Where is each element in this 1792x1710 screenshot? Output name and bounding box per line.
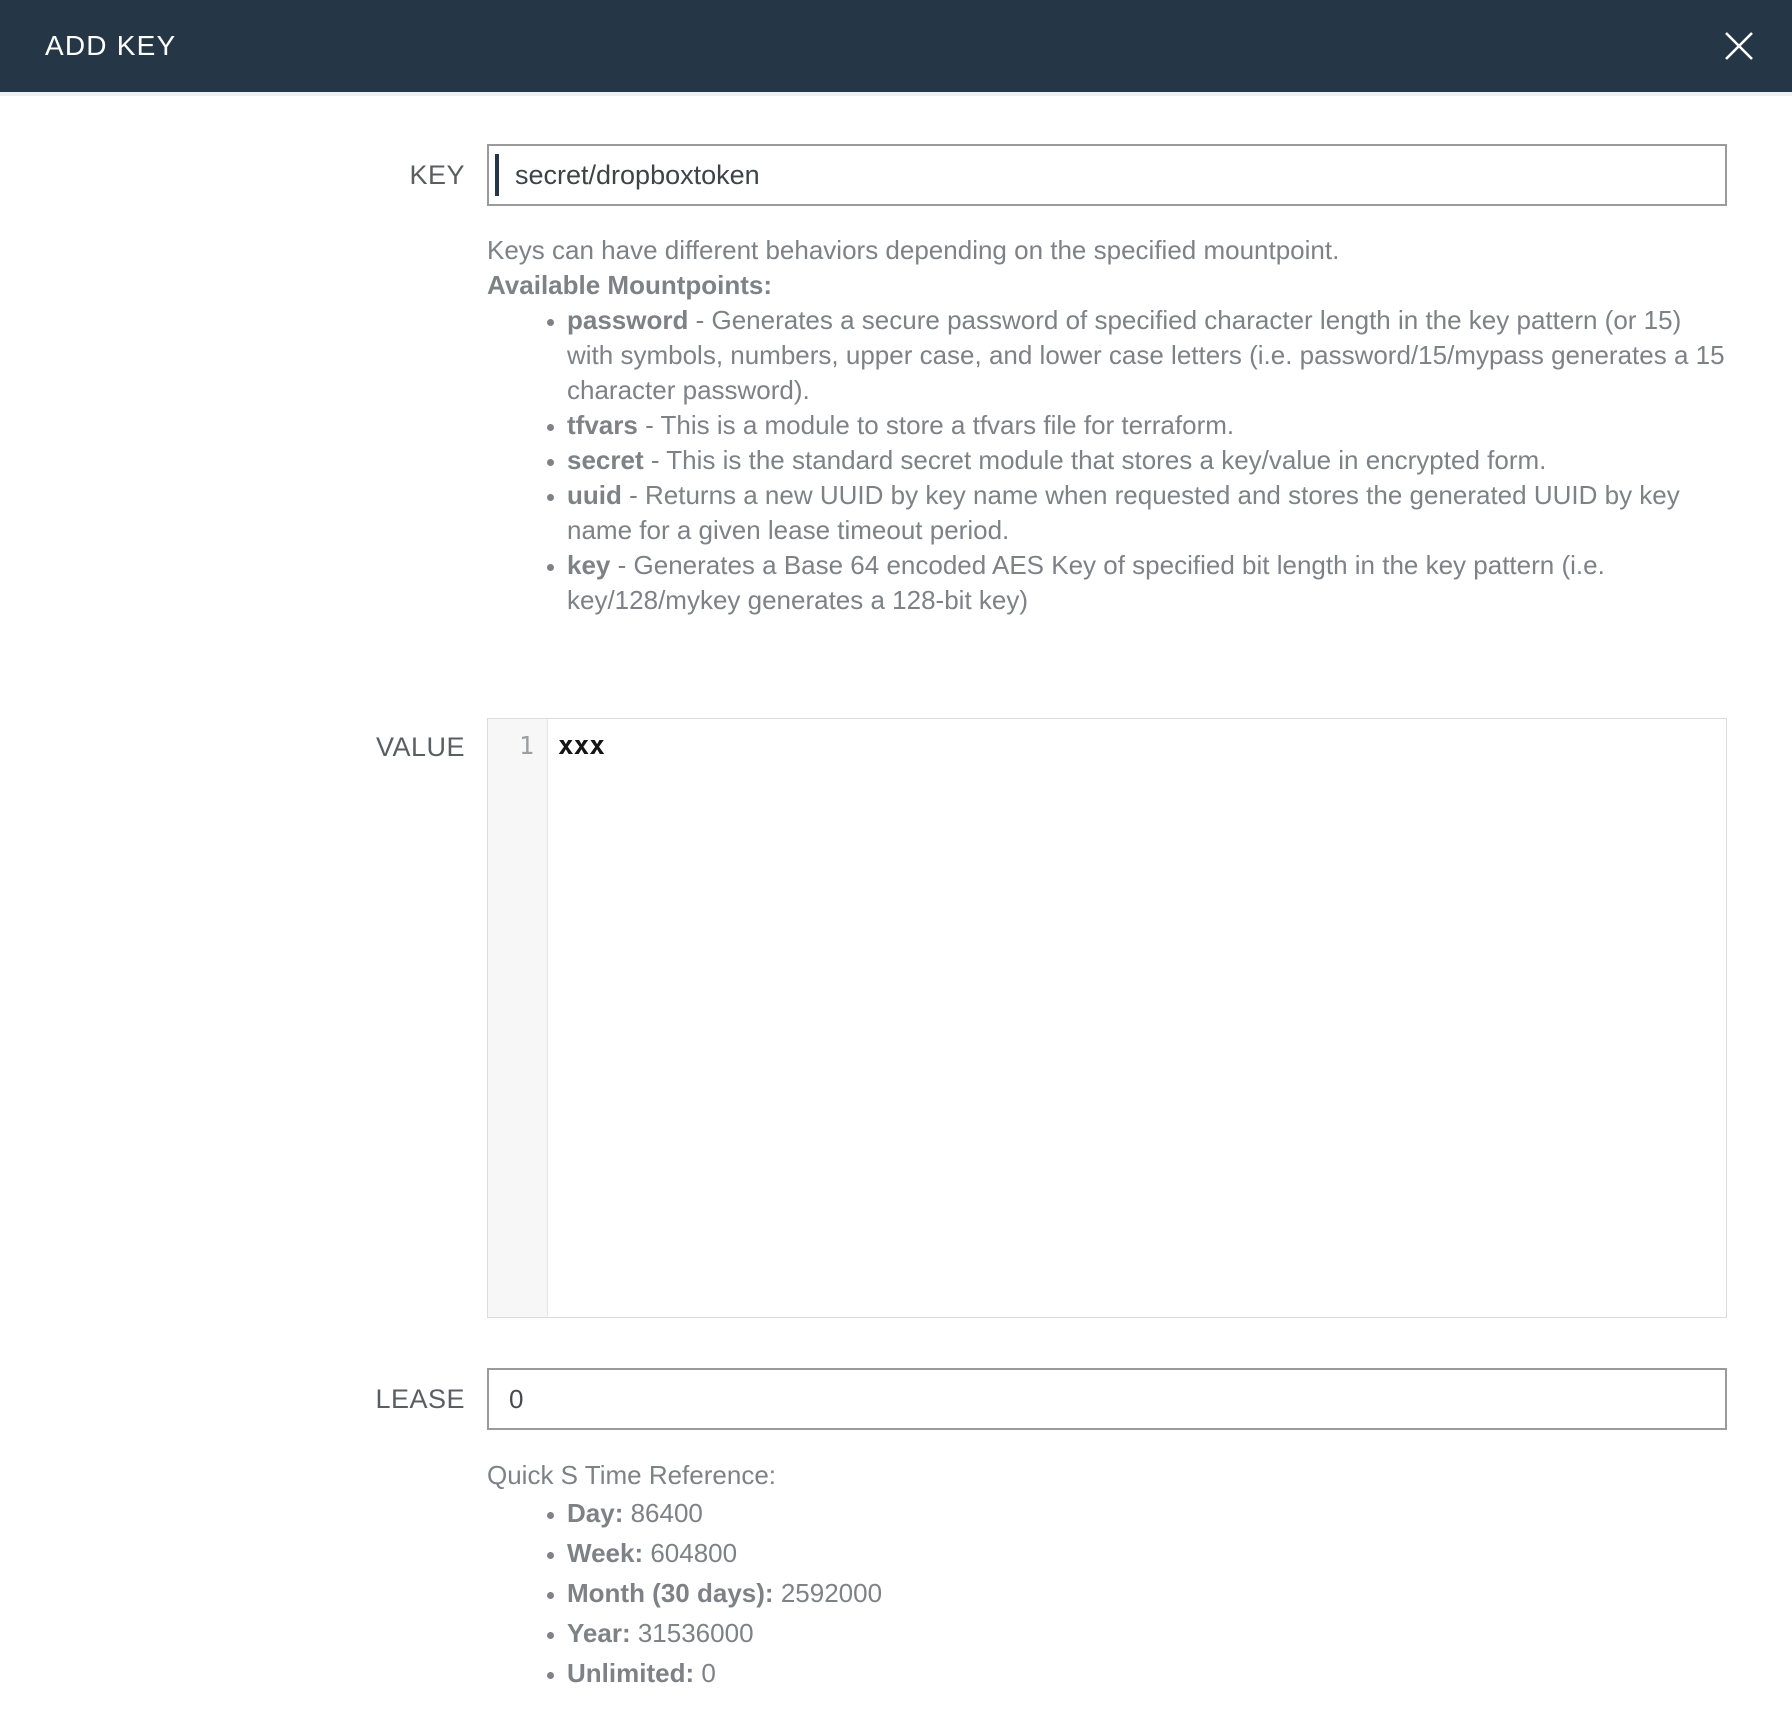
reference-term: Day:	[567, 1498, 624, 1528]
reference-value: 604800	[650, 1538, 738, 1568]
editor-code[interactable]: xxx	[558, 731, 605, 761]
lease-input[interactable]	[487, 1368, 1727, 1430]
time-reference-item	[567, 1653, 1727, 1693]
lease-field	[487, 1368, 1727, 1430]
modal-title: ADD KEY	[45, 30, 177, 61]
editor-gutter	[488, 719, 548, 1317]
close-icon	[1723, 30, 1755, 62]
reference-value: 2592000	[780, 1578, 883, 1608]
value-row	[0, 718, 1792, 1318]
mountpoint-item	[567, 548, 1727, 618]
time-reference-item	[567, 1493, 1727, 1533]
mountpoint-desc: - Generates a Base 64 encoded AES Key of specified bit length in the key pattern (i.e. key/128/mykey generates a 128-bit key)	[567, 550, 1605, 615]
line-number: 1	[518, 731, 534, 760]
mountpoint-term: uuid	[567, 480, 622, 510]
mountpoint-item	[567, 443, 1727, 478]
mountpoint-desc: - This is a module to store a tfvars file for terraform.	[645, 410, 1235, 440]
mountpoint-term: key	[567, 550, 611, 580]
time-reference-item	[567, 1613, 1727, 1653]
mountpoint-item	[567, 408, 1727, 443]
key-help-intro: Keys can have different behaviors depending on the specified mountpoint.	[487, 235, 1340, 265]
reference-term: Year:	[567, 1618, 631, 1648]
lease-row	[0, 1368, 1792, 1430]
reference-value: 31536000	[637, 1618, 754, 1648]
value-editor[interactable]	[487, 718, 1727, 1318]
mountpoint-item	[567, 303, 1727, 408]
mountpoint-term: tfvars	[567, 410, 638, 440]
time-reference-list	[487, 1493, 1727, 1693]
value-label: VALUE	[375, 732, 465, 762]
mountpoint-term: secret	[567, 445, 644, 475]
time-reference-item	[567, 1533, 1727, 1573]
reference-value: 86400	[630, 1498, 703, 1528]
add-key-form	[0, 144, 1792, 1693]
key-help-block	[487, 233, 1727, 618]
time-reference-item	[567, 1573, 1727, 1613]
mountpoint-desc: - This is the standard secret module that stores a key/value in encrypted form.	[650, 445, 1547, 475]
text-caret	[495, 154, 499, 196]
mountpoint-desc: - Returns a new UUID by key name when requested and stores the generated UUID by key name for a given lease timeout period.	[567, 480, 1680, 545]
lease-reference-block	[487, 1458, 1727, 1693]
key-input[interactable]	[487, 144, 1727, 206]
mountpoint-desc: - Generates a secure password of specified character length in the key pattern (or 15) with symbols, numbers, upper case, and lower case letters (i.e. password/15/mypass generates a 15 character password).	[567, 305, 1725, 405]
mountpoints-list	[487, 303, 1727, 618]
reference-heading: Quick S Time Reference:	[487, 1460, 776, 1490]
key-row	[0, 144, 1792, 206]
reference-value: 0	[701, 1658, 716, 1688]
close-button[interactable]	[1717, 24, 1761, 68]
modal-header	[0, 0, 1792, 96]
reference-term: Unlimited:	[567, 1658, 695, 1688]
key-label: KEY	[409, 159, 465, 190]
mountpoint-term: password	[567, 305, 689, 335]
mountpoints-heading: Available Mountpoints:	[487, 270, 773, 300]
lease-label: LEASE	[375, 1383, 465, 1414]
reference-term: Month (30 days):	[567, 1578, 774, 1608]
mountpoint-item	[567, 478, 1727, 548]
reference-term: Week:	[567, 1538, 644, 1568]
key-field	[487, 144, 1727, 206]
